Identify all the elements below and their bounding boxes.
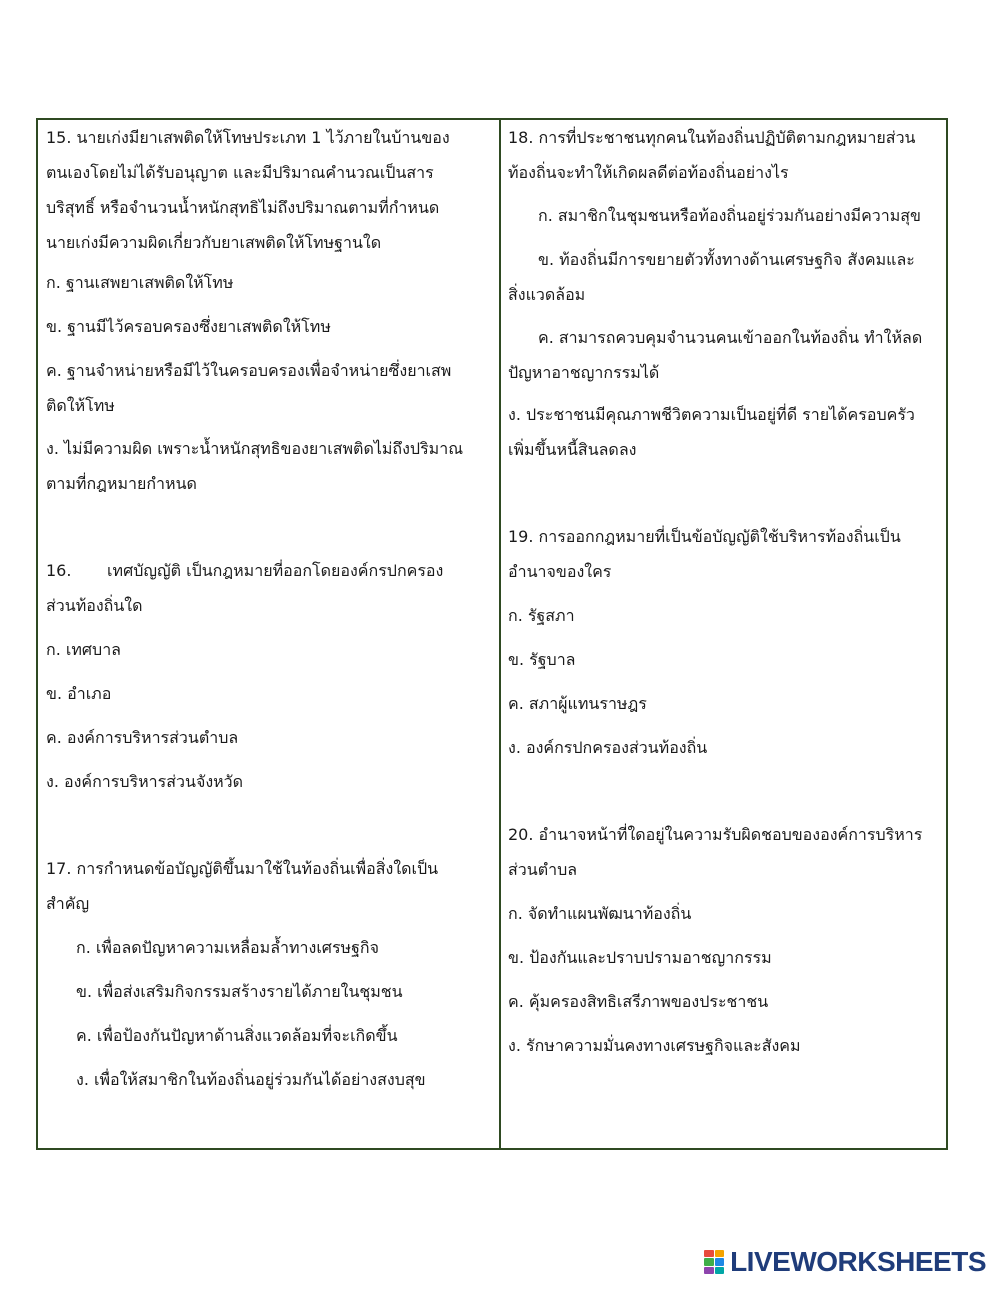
liveworksheets-brand-text: LIVEWORKSHEETS [730,1246,986,1277]
liveworksheets-logo[interactable] [704,1247,986,1277]
question-20-option-d[interactable] [508,1028,944,1063]
question-16 [46,553,490,623]
option-text: ก. จัดทำแผนพัฒนาท้องถิ่น [508,904,692,923]
question-17-option-a[interactable] [46,930,520,965]
question-17-stem-line-1: 17. การกำหนดข้อบัญญัติขึ้นมาใช้ในท้องถิ่นเพื่อสิ่งใดเป็น [46,859,439,878]
option-text: ข. เพื่อส่งเสริมกิจกรรมสร้างรายได้ภายในชุมชน [76,982,403,1001]
question-15 [46,120,490,260]
option-text: ก. ฐานเสพยาเสพติดให้โทษ [46,273,234,292]
option-text: ข. อำเภอ [46,684,112,703]
question-18-stem-line-1: 18. การที่ประชาชนทุกคนในท้องถิ่นปฏิบัติตามกฎหมายส่วน [508,128,916,147]
logo-block-4 [715,1258,725,1265]
question-16-option-b[interactable] [46,676,490,711]
question-15-stem-line-1: 15. นายเก่งมียาเสพติดให้โทษประเภท 1 ไว้ภายในบ้านของ [46,128,450,147]
question-17-option-b[interactable] [46,974,520,1009]
question-17-option-d[interactable] [46,1062,520,1097]
question-17-stem-line-2: สำคัญ [46,894,90,913]
question-19 [508,519,944,589]
question-16-option-d[interactable] [46,764,490,799]
logo-block-1 [704,1250,714,1257]
question-17-option-c[interactable] [46,1018,520,1053]
question-18-option-d[interactable] [508,397,944,467]
question-16-stem-line-2: ส่วนท้องถิ่นใด [46,596,143,615]
option-text-cont: ติดให้โทษ [46,396,115,415]
option-text: ค. คุ้มครองสิทธิเสรีภาพของประชาชน [508,992,769,1011]
option-text: ค. องค์การบริหารส่วนตำบล [46,728,239,747]
option-text: ข. ท้องถิ่นมีการขยายตัวทั้งทางด้านเศรษฐกิจ สังคมและ [538,250,915,269]
option-text: ข. ป้องกันและปราบปรามอาชญากรรม [508,948,772,967]
question-20-stem-line-2: ส่วนตำบล [508,860,578,879]
worksheet-frame [36,118,948,1150]
option-text-cont: สิ่งแวดล้อม [508,285,586,304]
option-text: ก. สมาชิกในชุมชนหรือท้องถิ่นอยู่ร่วมกันอย่างมีความสุข [538,206,921,225]
option-text: ง. เพื่อให้สมาชิกในท้องถิ่นอยู่ร่วมกันได้อย่างสงบสุข [76,1070,426,1089]
question-20-option-c[interactable] [508,984,944,1019]
question-15-stem-line-3: บริสุทธิ์ หรือจำนวนน้ำหนักสุทธิไม่ถึงปริมาณตามที่กำหนด [46,198,440,217]
logo-block-6 [715,1267,725,1274]
question-18 [508,120,944,190]
option-text: ข. รัฐบาล [508,650,576,669]
question-20-stem-line-1: 20. อำนาจหน้าที่ใดอยู่ในความรับผิดชอบขององค์การบริหาร [508,825,923,844]
option-text: ง. องค์การบริหารส่วนจังหวัด [46,772,244,791]
question-19-stem-line-1: 19. การออกกฎหมายที่เป็นข้อบัญญัติใช้บริหารท้องถิ่นเป็น [508,527,901,546]
question-18-option-b[interactable] [508,242,944,312]
question-15-stem-line-2: ตนเองโดยไม่ได้รับอนุญาต และมีปริมาณคำนวณเป็นสาร [46,163,434,182]
question-20-option-b[interactable] [508,940,944,975]
question-19-option-d[interactable] [508,730,944,765]
question-19-option-a[interactable] [508,598,944,633]
question-18-stem-line-2: ท้องถิ่นจะทำให้เกิดผลดีต่อท้องถิ่นอย่างไร [508,163,789,182]
question-15-option-a[interactable] [46,265,490,300]
question-18-option-c[interactable] [508,320,944,390]
question-20-option-a[interactable] [508,896,944,931]
question-19-option-b[interactable] [508,642,944,677]
question-18-option-a[interactable] [508,198,974,233]
option-text: ค. เพื่อป้องกันปัญหาด้านสิ่งแวดล้อมที่จะเกิดขึ้น [76,1026,398,1045]
question-20 [508,817,944,887]
option-text: ค. ฐานจำหน่ายหรือมีไว้ในครอบครองเพื่อจำหน่ายซึ่งยาเสพ [46,361,452,380]
option-text-cont: ตามที่กฎหมายกำหนด [46,474,197,493]
logo-block-5 [704,1267,714,1274]
liveworksheets-logo-icon [704,1250,724,1274]
question-15-option-d[interactable] [46,431,490,501]
question-19-option-c[interactable] [508,686,944,721]
question-15-option-c[interactable] [46,353,490,423]
option-text-cont: ปัญหาอาชญากรรมได้ [508,363,660,382]
option-text-cont: เพิ่มขึ้นหนี้สินลดลง [508,440,637,459]
option-text: ค. สภาผู้แทนราษฎร [508,694,647,713]
question-16-stem-line-1: 16. เทศบัญญัติ เป็นกฎหมายที่ออกโดยองค์กรปกครอง [46,561,444,580]
question-15-option-b[interactable] [46,309,490,344]
option-text: ก. รัฐสภา [508,606,575,625]
question-16-option-a[interactable] [46,632,490,667]
option-text: ง. ไม่มีความผิด เพราะน้ำหนักสุทธิของยาเสพติดไม่ถึงปริมาณ [46,439,464,458]
question-17 [46,851,490,921]
option-text: ค. สามารถควบคุมจำนวนคนเข้าออกในท้องถิ่น ทำให้ลด [538,328,923,347]
logo-block-2 [715,1250,725,1257]
logo-block-3 [704,1258,714,1265]
question-19-stem-line-2: อำนาจของใคร [508,562,612,581]
option-text: ง. รักษาความมั่นคงทางเศรษฐกิจและสังคม [508,1036,801,1055]
option-text: ข. ฐานมีไว้ครอบครองซึ่งยาเสพติดให้โทษ [46,317,331,336]
question-16-option-c[interactable] [46,720,490,755]
option-text: ก. เทศบาล [46,640,121,659]
option-text: ง. องค์กรปกครองส่วนท้องถิ่น [508,738,708,757]
option-text: ก. เพื่อลดปัญหาความเหลื่อมล้ำทางเศรษฐกิจ [76,938,379,957]
question-15-stem-line-4: นายเก่งมีความผิดเกี่ยวกับยาเสพติดให้โทษฐานใด [46,233,382,252]
option-text: ง. ประชาชนมีคุณภาพชีวิตความเป็นอยู่ที่ดี รายได้ครอบครัว [508,405,915,424]
